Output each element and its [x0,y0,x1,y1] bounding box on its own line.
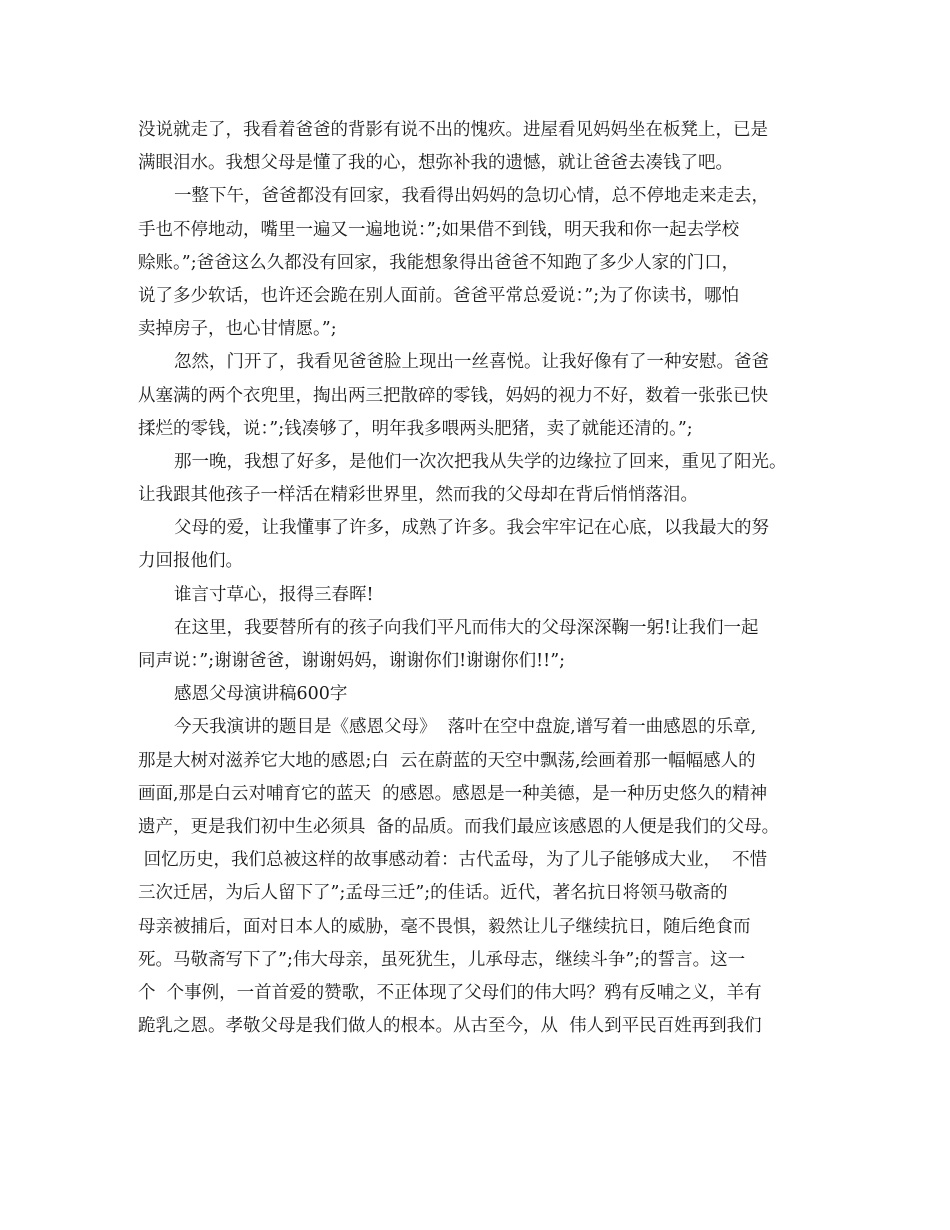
text-line: 那是大树对滋养它大地的感恩;白 云在蔚蓝的天空中飘荡,绘画着那一幅幅感人的 [138,750,756,771]
text-line: 没说就走了，我看着爸爸的背影有说不出的愧疚。进屋看见妈妈坐在板凳上，已是 [138,120,768,140]
text-line: 那一晚，我想了好多，是他们一次次把我从失学的边缘拉了回来，重见了阳光。 [174,451,787,472]
text-line: 揉烂的零钱，说：”;钱凑够了，明年我多喂两头肥猪，卖了就能还清的。”; [138,418,693,439]
text-line: 从塞满的两个衣兜里，掏出两三把散碎的零钱，妈妈的视力不好，数着一张张已快 [138,385,768,406]
text-line: 一整下午，爸爸都没有回家，我看得出妈妈的急切心情，总不停地走来走去， [174,186,769,207]
text-line: 谁言寸草心，报得三春晖! [174,584,374,605]
text-line: 说了多少软话，也许还会跪在别人面前。爸爸平常总爱说：”;为了你读书，哪怕 [138,285,740,306]
text-line: 三次迁居，为后人留下了”;孟母三迁”;的佳话。近代，著名抗日将领马敬斋的 [138,883,728,904]
text-line: 画面,那是白云对哺育它的蓝天 的感恩。感恩是一种美德，是一种历史悠久的精神 [138,783,768,804]
document-body [138,114,838,1043]
text-line: 在这里，我要替所有的孩子向我们平凡而伟大的父母深深鞠一躬!让我们一起 [174,617,759,638]
text-line: 卖掉房子，也心甘情愿。”; [138,319,337,340]
text-line: 手也不停地动，嘴里一遍又一遍地说：”;如果借不到钱，明天我和你一起去学校 [138,219,740,240]
text-line: 力回报他们。 [138,551,243,572]
text-line: 今天我演讲的题目是《感恩父母》 落叶在空中盘旋,谱写着一曲感恩的乐章, [174,717,757,738]
text-line: 父母的爱，让我懂事了许多，成熟了许多。我会牢牢记在心底，以我最大的努 [174,518,769,539]
text-line: 回忆历史，我们总被这样的故事感动着：古代孟母，为了儿子能够成大业， 不惜 [138,850,768,871]
text-line: 母亲被捕后，面对日本人的威胁，毫不畏惧，毅然让儿子继续抗日，随后绝食而 [138,916,751,937]
text-line: 遗产，更是我们初中生必须具 备的品质。而我们最应该感恩的人便是我们的父母。 [138,816,780,837]
text-line: 忽然，门开了，我看见爸爸脸上现出一丝喜悦。让我好像有了一种安慰。爸爸 [174,352,769,373]
text-line: 让我跟其他孩子一样活在精彩世界里，然而我的父母却在背后悄悄落泪。 [138,485,698,506]
text-line: 赊账。”;爸爸这么久都没有回家，我能想象得出爸爸不知跑了多少人家的门口， [138,252,740,273]
text-line: 死。马敬斋写下了”;伟大母亲，虽死犹生，儿承母志，继续斗争”;的誓言。这一 [138,949,746,970]
text-line: 同声说：”;谢谢爸爸，谢谢妈妈，谢谢你们!谢谢你们!!”; [138,651,566,671]
text-line: 感恩父母演讲稿600字 [174,684,348,705]
text-line: 跪乳之恩。孝敬父母是我们做人的根本。从古至今，从 伟人到平民百姓再到我们 [138,1016,762,1037]
text-line: 个 个事例，一首首爱的赞歌，不正体现了父母们的伟大吗？鸦有反哺之义，羊有 [138,982,762,1003]
text-line: 满眼泪水。我想父母是懂了我的心，想弥补我的遗憾，就让爸爸去凑钱了吧。 [138,153,733,174]
